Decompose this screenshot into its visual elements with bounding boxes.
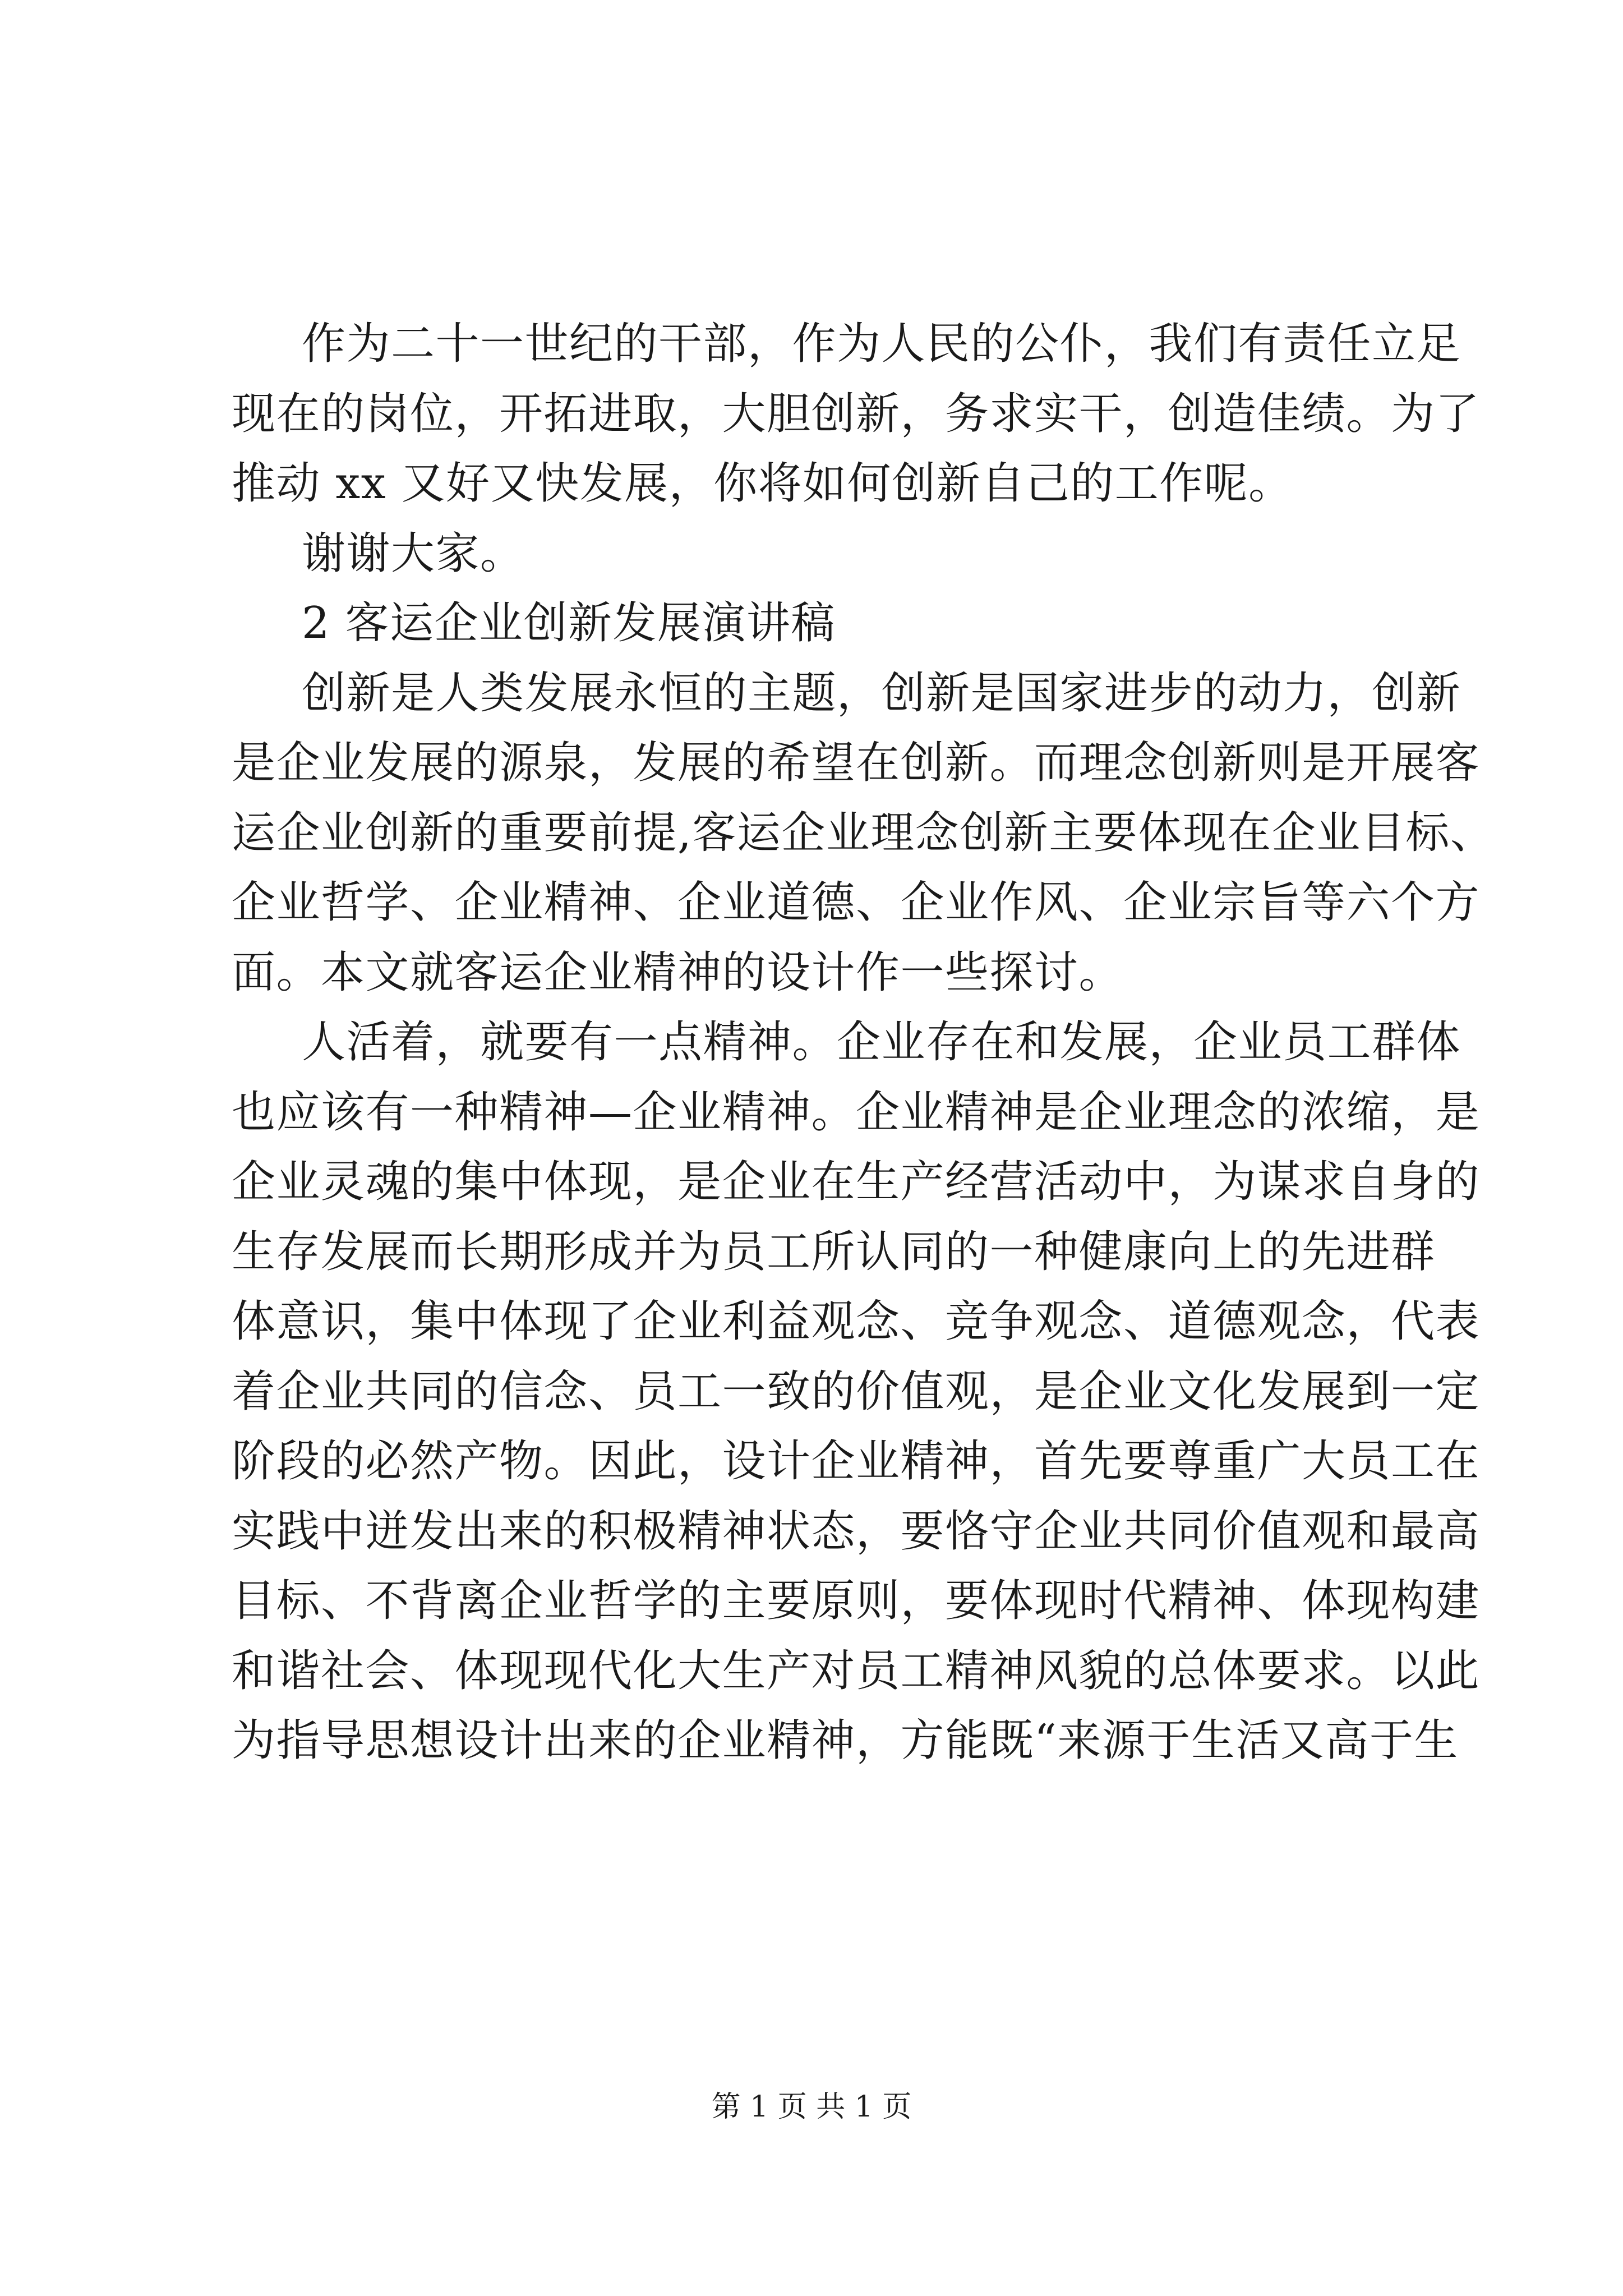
text-line: 运企业创新的重要前提,客运企业理念创新主要体现在企业目标、 bbox=[232, 808, 1495, 858]
text-line: 体意识，集中体现了企业利益观念、竞争观念、道德观念，代表 bbox=[232, 1296, 1481, 1347]
text-line: 创新是人类发展永恒的主题，创新是国家进步的动力，创新 bbox=[302, 668, 1461, 719]
text-line: 着企业共同的信念、员工一致的价值观，是企业文化发展到一定 bbox=[232, 1366, 1481, 1417]
text-line: 现在的岗位，开拓进取，大胆创新，务求实干，创造佳绩。为了 bbox=[232, 389, 1481, 439]
text-line: 生存发展而长期形成并为员工所认同的一种健康向上的先进群 bbox=[232, 1227, 1436, 1277]
text-line: 是企业发展的源泉，发展的希望在创新。而理念创新则是开展客 bbox=[232, 738, 1481, 788]
text-line: 实践中迸发出来的积极精神状态，要恪守企业共同价值观和最高 bbox=[232, 1506, 1481, 1557]
text-line: 推动 xx 又好又快发展，你将如何创新自己的工作呢。 bbox=[232, 458, 1293, 509]
text-line: 目标、不背离企业哲学的主要原则，要体现时代精神、体现构建 bbox=[232, 1576, 1481, 1626]
text-line: 面。本文就客运企业精神的设计作一些探讨。 bbox=[232, 947, 1124, 998]
text-line: 人活着，就要有一点精神。企业存在和发展，企业员工群体 bbox=[302, 1017, 1461, 1068]
text-line: 和谐社会、体现现代化大生产对员工精神风貌的总体要求。以此 bbox=[232, 1646, 1481, 1696]
text-line: 企业灵魂的集中体现，是企业在生产经营活动中，为谋求自身的 bbox=[232, 1157, 1481, 1207]
text-line: 也应该有一种精神—企业精神。企业精神是企业理念的浓缩，是 bbox=[232, 1087, 1481, 1138]
section-heading: 2 客运企业创新发展演讲稿 bbox=[302, 598, 836, 648]
page-number-footer: 第 1 页 共 1 页 bbox=[711, 2090, 912, 2124]
text-line: 阶段的必然产物。因此，设计企业精神，首先要尊重广大员工在 bbox=[232, 1436, 1481, 1487]
text-line: 谢谢大家。 bbox=[302, 528, 525, 579]
text-line: 企业哲学、企业精神、企业道德、企业作风、企业宗旨等六个方 bbox=[232, 877, 1481, 928]
text-line: 作为二十一世纪的干部，作为人民的公仆，我们有责任立足 bbox=[302, 319, 1461, 369]
text-line: 为指导思想设计出来的企业精神，方能既“来源于生活又高于生 bbox=[232, 1715, 1459, 1766]
